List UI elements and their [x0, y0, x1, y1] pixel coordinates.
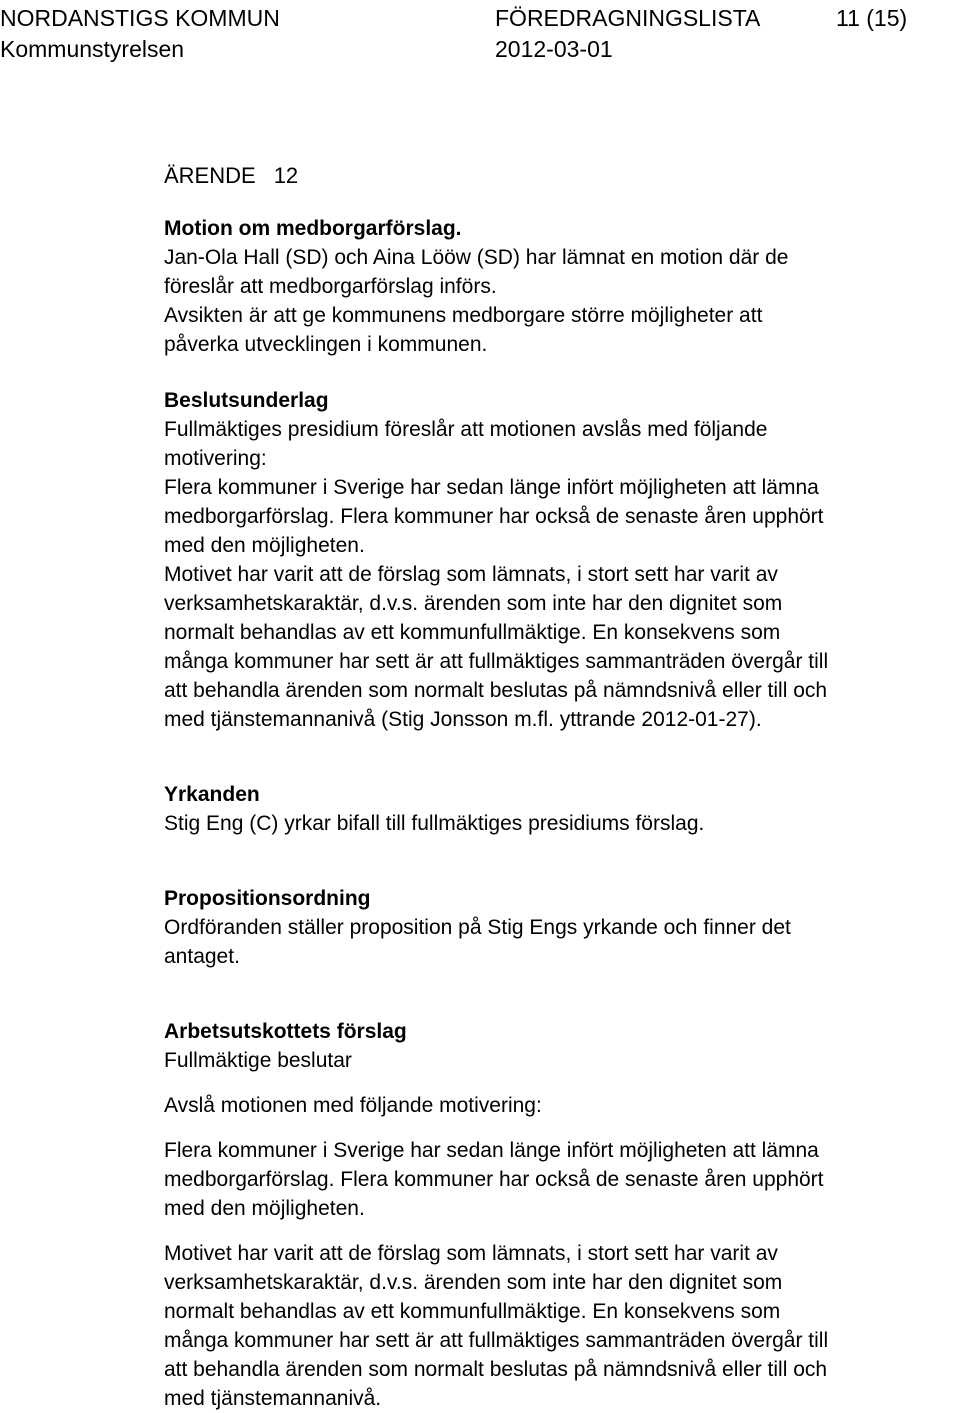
document-body: [164, 160, 960, 1413]
intro-line: föreslår att medborgarförslag införs.: [164, 275, 497, 298]
page-number: 11 (15): [836, 5, 908, 31]
motivation-line: med den möjligheten.: [164, 1197, 365, 1220]
intro-line: Avsikten är att ge kommunens medborgare större möjligheter att: [164, 304, 763, 327]
case-label: ÄRENDE: [164, 163, 256, 188]
arbetsutskottet-decision: Avslå motionen med följande motivering:: [164, 1094, 542, 1117]
beslutsunderlag-line: Flera kommuner i Sverige har sedan länge infört möjligheten att lämna: [164, 476, 819, 499]
governing-body: Kommunstyrelsen: [0, 36, 185, 62]
arbetsutskottet-subheading: Fullmäktige beslutar: [164, 1049, 352, 1072]
case-title: Motion om medborgarförslag.: [164, 217, 462, 240]
yrkanden-heading: Yrkanden: [164, 783, 260, 806]
yrkanden-text: Stig Eng (C) yrkar bifall till fullmäktiges presidiums förslag.: [164, 812, 705, 835]
motivation-line: att behandla ärenden som normalt beslutas på nämndsnivå eller till och: [164, 1358, 828, 1381]
beslutsunderlag-line: normalt behandlas av ett kommunfullmäktige. En konsekvens som: [164, 621, 781, 644]
propositionsordning-line: Ordföranden ställer proposition på Stig Engs yrkande och finner det: [164, 916, 791, 939]
motivation-line: Flera kommuner i Sverige har sedan länge infört möjligheten att lämna: [164, 1139, 819, 1162]
motivation-line: medborgarförslag. Flera kommuner har också de senaste åren upphört: [164, 1168, 824, 1191]
motivation-line: med tjänstemannanivå.: [164, 1387, 382, 1410]
motivation-line: många kommuner har sett är att fullmäktiges sammanträden övergår till: [164, 1329, 829, 1352]
beslutsunderlag-line: Fullmäktiges presidium föreslår att motionen avslås med följande: [164, 418, 768, 441]
beslutsunderlag-line: med tjänstemannanivå (Stig Jonsson m.fl. yttrande 2012-01-27).: [164, 708, 762, 731]
meeting-date: 2012-03-01: [495, 36, 613, 62]
propositionsordning-line: antaget.: [164, 945, 240, 968]
motivation-line: normalt behandlas av ett kommunfullmäktige. En konsekvens som: [164, 1300, 781, 1323]
beslutsunderlag-line: med den möjligheten.: [164, 534, 365, 557]
beslutsunderlag-heading: Beslutsunderlag: [164, 389, 329, 412]
propositionsordning-heading: Propositionsordning: [164, 887, 371, 910]
beslutsunderlag-line: att behandla ärenden som normalt beslutas på nämndsnivå eller till och: [164, 679, 828, 702]
case-number-value: 12: [273, 163, 299, 188]
document-type: FÖREDRAGNINGSLISTA: [495, 5, 761, 31]
beslutsunderlag-line: Motivet har varit att de förslag som lämnats, i stort sett har varit av: [164, 563, 778, 586]
case-number: [164, 160, 960, 192]
motivation-line: Motivet har varit att de förslag som lämnats, i stort sett har varit av: [164, 1242, 778, 1265]
intro-line: påverka utvecklingen i kommunen.: [164, 333, 488, 356]
municipality-name: NORDANSTIGS KOMMUN: [0, 5, 280, 31]
beslutsunderlag-line: många kommuner har sett är att fullmäktiges sammanträden övergår till: [164, 650, 829, 673]
beslutsunderlag-line: motivering:: [164, 447, 267, 470]
arbetsutskottet-heading: Arbetsutskottets förslag: [164, 1020, 407, 1043]
beslutsunderlag-line: medborgarförslag. Flera kommuner har också de senaste åren upphört: [164, 505, 824, 528]
beslutsunderlag-line: verksamhetskaraktär, d.v.s. ärenden som inte har den dignitet som: [164, 592, 783, 615]
motivation-line: verksamhetskaraktär, d.v.s. ärenden som inte har den dignitet som: [164, 1271, 783, 1294]
intro-line: Jan-Ola Hall (SD) och Aina Lööw (SD) har lämnat en motion där de: [164, 246, 789, 269]
